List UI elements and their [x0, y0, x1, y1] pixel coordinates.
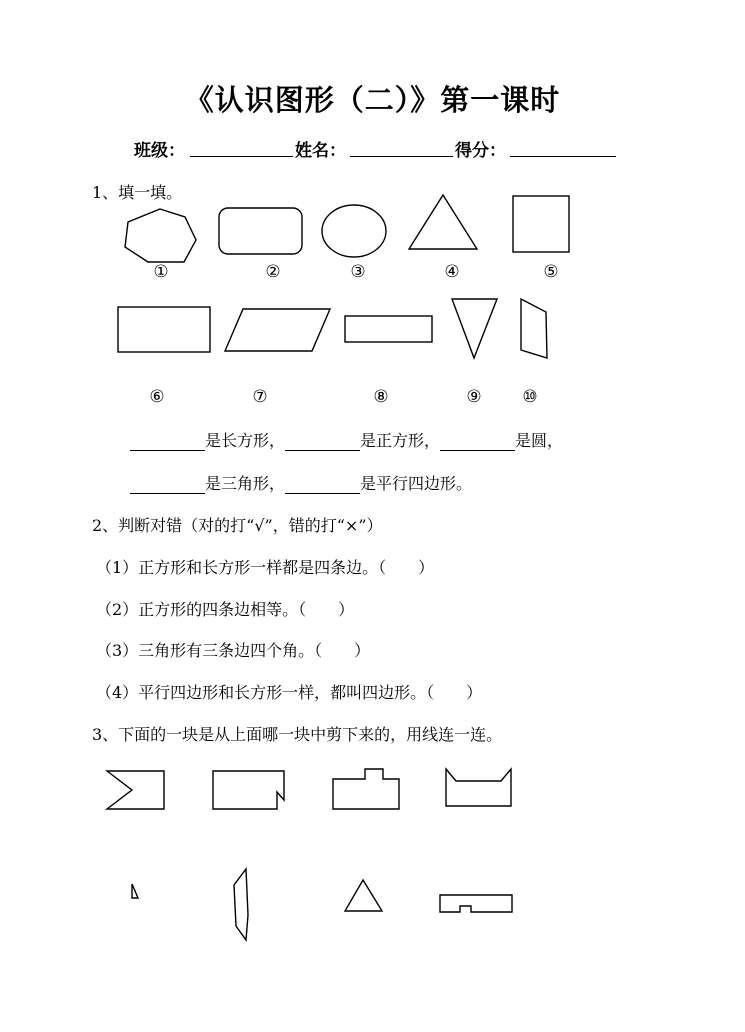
cut-shape-3-tab-rectangle: [333, 769, 399, 809]
cut-shape-2-corner-cut-rectangle: [213, 771, 284, 809]
page-title: 《认识图形（二）》第一课时: [184, 83, 561, 117]
judge-item-1: （1）正方形和长方形一样都是四条边。（ ）: [96, 558, 435, 577]
piece-3-triangle: [345, 880, 382, 911]
shape-number-3: ③: [350, 262, 366, 282]
question-1-heading: 1、填一填。: [92, 183, 183, 202]
name-field-label: 姓名：: [295, 141, 346, 161]
shape-number-10: ⑩: [522, 387, 538, 407]
class-field-label: 班级：: [134, 141, 185, 161]
shape-number-2: ②: [265, 262, 281, 282]
question-2-heading: 2、判断对错（对的打“√”，错的打“×”）: [92, 516, 383, 535]
judge-item-2: （2）正方形的四条边相等。（ ）: [96, 600, 355, 619]
fill-text-square: 是正方形，: [360, 431, 441, 450]
shape-number-1: ①: [153, 262, 169, 282]
fill-text-parallelogram: 是平行四边形。: [360, 474, 473, 493]
shape-number-4: ④: [444, 262, 460, 282]
judge-item-3: （3）三角形有三条边四个角。（ ）: [96, 641, 371, 660]
shape-number-6: ⑥: [149, 387, 165, 407]
piece-1-small-triangle: [132, 884, 138, 898]
fill-text-triangle: 是三角形，: [205, 474, 286, 493]
fill-text-rectangle: 是长方形，: [205, 431, 286, 450]
judge-item-4: （4）平行四边形和长方形一样，都叫四边形。（ ）: [96, 683, 483, 702]
score-field-label: 得分：: [455, 141, 506, 161]
shape-number-5: ⑤: [543, 262, 559, 282]
cut-shape-4-cupped-rectangle: [446, 769, 511, 806]
shape-number-8: ⑧: [373, 387, 389, 407]
cut-shape-1-notched-rectangle: [107, 771, 164, 809]
fill-text-circle: 是圆，: [515, 431, 564, 450]
piece-4-notched-strip: [440, 895, 512, 912]
shape-number-9: ⑨: [466, 387, 482, 407]
question-3-heading: 3、下面的一块是从上面哪一块中剪下来的，用线连一连。: [92, 725, 503, 744]
shape-number-7: ⑦: [252, 387, 268, 407]
piece-2-long-sliver: [234, 869, 248, 940]
